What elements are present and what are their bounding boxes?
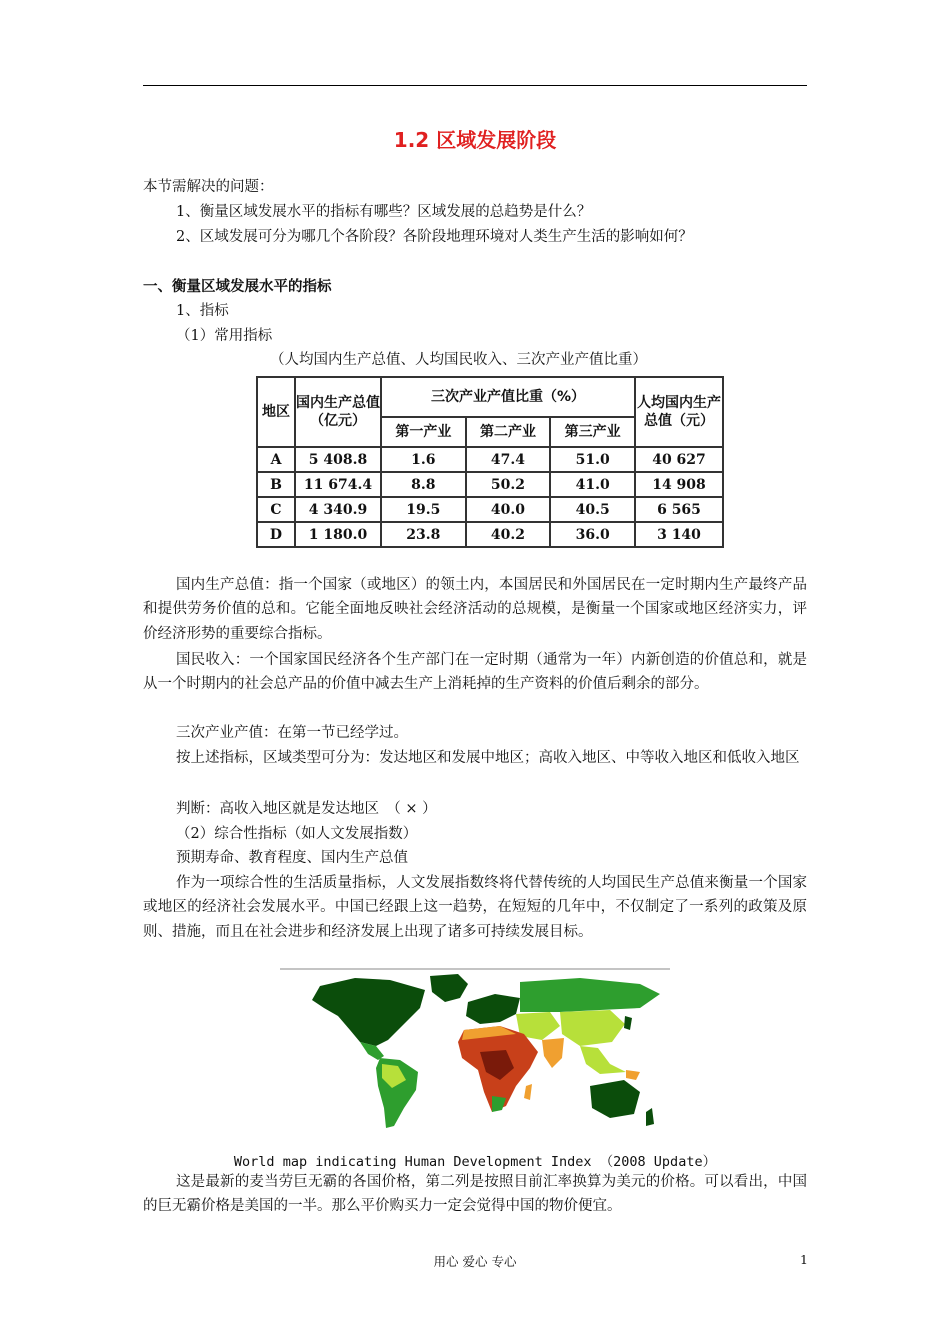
section-heading: 一、衡量区域发展水平的指标 xyxy=(143,279,332,295)
subheading-composite: （2）综合性指标（如人文发展指数） xyxy=(176,826,418,842)
cell-gdp: 4 340.9 xyxy=(295,497,381,522)
cell-tertiary: 51.0 xyxy=(550,447,635,472)
cell-gdp: 5 408.8 xyxy=(295,447,381,472)
cell-secondary: 47.4 xyxy=(466,447,551,472)
cell-tertiary: 41.0 xyxy=(550,472,635,497)
cell-region: D xyxy=(257,522,295,547)
judgement: 判断：高收入地区就是发达地区 （ × ） xyxy=(176,801,437,817)
cell-gdp: 1 180.0 xyxy=(295,522,381,547)
bigmac-paragraph: 这是最新的麦当劳巨无霸的各国价格，第二列是按照目前汇率换算为美元的价格。可以看出，中国的巨无霸价格是美国的一半。那么平价购买力一定会觉得中国的物价便宜。 xyxy=(143,1174,807,1215)
cell-secondary: 40.0 xyxy=(466,497,551,522)
page-footer: 用心 爱心 专心 xyxy=(433,1254,517,1269)
cell-primary: 8.8 xyxy=(381,472,466,497)
region-classification: 按上述指标，区域类型可分为：发达地区和发展中地区；高收入地区、中等收入地区和低收入地区 xyxy=(176,750,800,766)
table-row xyxy=(257,447,723,472)
intro-heading: 本节需解决的问题： xyxy=(143,179,274,195)
question-2: 2、区域发展可分为哪几个各阶段？各阶段地理环境对人类生产生活的影响如何？ xyxy=(176,229,693,245)
table-row xyxy=(257,472,723,497)
gdp-table xyxy=(256,376,724,548)
question-1: 1、衡量区域发展水平的指标有哪些？区域发展的总趋势是什么？ xyxy=(176,204,592,220)
cell-tertiary: 36.0 xyxy=(550,522,635,547)
cell-region: C xyxy=(257,497,295,522)
cell-primary: 23.8 xyxy=(381,522,466,547)
cell-region: A xyxy=(257,447,295,472)
table-caption: （人均国内生产总值、人均国民收入、三次产业产值比重） xyxy=(270,352,647,368)
cell-per-capita: 6 565 xyxy=(635,497,723,522)
cell-primary: 19.5 xyxy=(381,497,466,522)
header-gdp: 国内生产总值（亿元） xyxy=(295,377,381,447)
cell-tertiary: 40.5 xyxy=(550,497,635,522)
cell-secondary: 40.2 xyxy=(466,522,551,547)
hdi-items: 预期寿命、教育程度、国内生产总值 xyxy=(176,850,408,866)
cell-per-capita: 3 140 xyxy=(635,522,723,547)
hdi-world-map xyxy=(280,968,670,1138)
header-tertiary: 第三产业 xyxy=(550,417,635,447)
page-title: 1.2 区域发展阶段 xyxy=(393,128,557,152)
cell-per-capita: 40 627 xyxy=(635,447,723,472)
hdi-paragraph: 作为一项综合性的生活质量指标，人文发展指数终将代替传统的人均国民生产总值来衡量一个国家或地区的经济社会发展水平。中国已经跟上这一趋势，在短短的几年中，不仅制定了一系列的政策及原则、措施，而且在社会进步和经济发展上出现了诸多可持续发展目标。 xyxy=(143,875,807,940)
national-income-definition: 国民收入：一个国家国民经济各个生产部门在一定时期（通常为一年）内新创造的价值总和，就是从一个时期内的社会总产品的价值中减去生产上消耗掉的生产资料的价值后剩余的部分。 xyxy=(143,652,807,693)
cell-primary: 1.6 xyxy=(381,447,466,472)
gdp-definition: 国内生产总值：指一个国家（或地区）的领土内，本国居民和外国居民在一定时期内生产最终产品和提供劳务价值的总和。它能全面地反映社会经济活动的总规模，是衡量一个国家或地区经济实力，评价经济形势的重要综合指标。 xyxy=(143,577,807,642)
cell-gdp: 11 674.4 xyxy=(295,472,381,497)
cell-region: B xyxy=(257,472,295,497)
map-caption: World map indicating Human Development Index （2008 Update） xyxy=(233,1154,717,1170)
header-per-capita-gdp: 人均国内生产总值（元） xyxy=(635,377,723,447)
cell-per-capita: 14 908 xyxy=(635,472,723,497)
subheading-indicators: 1、指标 xyxy=(176,303,229,319)
table-row xyxy=(257,522,723,547)
header-industry-ratio: 三次产业产值比重（%） xyxy=(381,377,635,417)
table-row xyxy=(257,497,723,522)
cell-secondary: 50.2 xyxy=(466,472,551,497)
header-rule xyxy=(143,85,807,86)
header-primary: 第一产业 xyxy=(381,417,466,447)
page-number: 1 xyxy=(800,1252,808,1267)
header-secondary: 第二产业 xyxy=(466,417,551,447)
tertiary-note: 三次产业产值：在第一节已经学过。 xyxy=(176,725,408,741)
subheading-common-indicators: （1）常用指标 xyxy=(176,328,273,344)
header-region: 地区 xyxy=(257,377,295,447)
